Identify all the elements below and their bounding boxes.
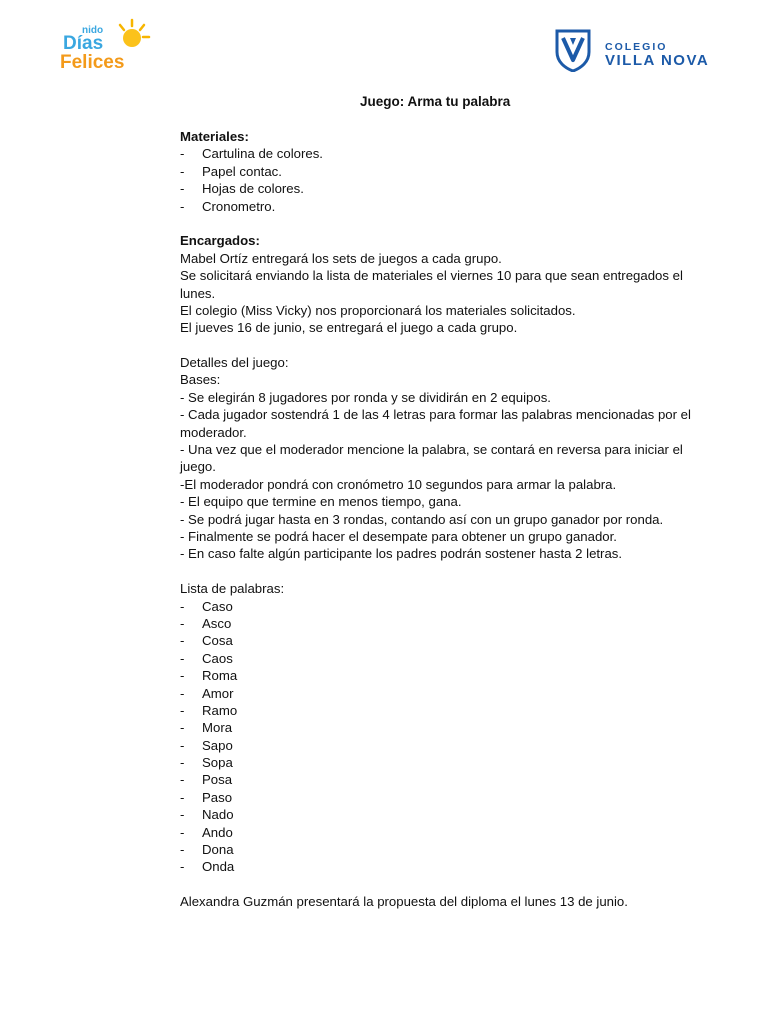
list-item: - Cosa [180,633,233,649]
text-line: lunes. [180,285,216,301]
page-title: Juego: Arma tu palabra [360,94,511,109]
list-item: - Posa [180,772,233,788]
text-line: El colegio (Miss Vicky) nos proporcionará los materiales solicitados. [180,302,576,318]
villa-nova-logo [555,26,715,74]
list-item: - Mora [180,720,233,736]
list-item: - Roma [180,668,238,684]
text-line: juego. [180,459,216,475]
list-item: - Ramo [180,702,238,718]
text-line: - El equipo que termine en menos tiempo, gana. [180,494,462,510]
text-line: Se solicitará enviando la lista de materiales el viernes 10 para que sean entregados el [180,268,683,284]
detalles-heading: Detalles del juego: [180,355,289,371]
text-line: moderador. [180,424,247,440]
text-line: - Una vez que el moderador mencione la palabra, se contará en reversa para iniciar el [180,442,683,458]
list-item: - Cronometro. [180,198,276,214]
dias-logo-text: Días [63,33,104,54]
list-item: - Onda [180,859,235,875]
text-line: - Cada jugador sostendrá 1 de las 4 letras para formar las palabras mencionadas por el [180,407,691,423]
list-item: - Cartulina de colores. [180,146,323,162]
text-line: -El moderador pondrá con cronómetro 10 segundos para armar la palabra. [180,476,617,492]
list-item: - Hojas de colores. [180,181,304,197]
dias-felices-logo [60,16,155,76]
materiales-heading: Materiales: [180,129,249,144]
text-line: - Finalmente se podrá hacer el desempate para obtener un grupo ganador. [180,528,617,544]
palabras-heading: Lista de palabras: [180,581,285,597]
list-item: - Papel contac. [180,163,282,179]
text-line: El jueves 16 de junio, se entregará el juego a cada grupo. [180,320,518,336]
text-line: Mabel Ortíz entregará los sets de juegos a cada grupo. [180,250,502,266]
text-line: - Se elegirán 8 jugadores por ronda y se dividirán en 2 equipos. [180,389,551,405]
nido-logo-text: nido [82,25,104,36]
colegio-label: COLEGIO [605,41,668,53]
list-item: - Sopa [180,755,233,771]
sun-icon [60,16,155,76]
closing-line: Alexandra Guzmán presentará la propuesta del diploma el lunes 13 de junio. [180,894,628,910]
list-item: - Caos [180,650,233,666]
bases-heading: Bases: [180,372,221,388]
document-body [180,128,700,911]
text-line: - Se podrá jugar hasta en 3 rondas, contando así con un grupo ganador por ronda. [180,511,664,527]
text-line: - En caso falte algún participante los padres podrán sostener hasta 2 letras. [180,546,623,562]
list-item: - Nado [180,807,234,823]
list-item: - Amor [180,685,234,701]
list-item: - Paso [180,789,233,805]
list-item: - Caso [180,598,233,614]
shield-icon [555,28,591,72]
felices-logo-text: Felices [60,52,125,73]
encargados-heading: Encargados: [180,233,260,249]
list-item: - Ando [180,824,233,840]
list-item: - Dona [180,842,234,858]
list-item: - Asco [180,615,232,631]
list-item: - Sapo [180,737,233,753]
villa-nova-label: VILLA NOVA [605,52,710,69]
